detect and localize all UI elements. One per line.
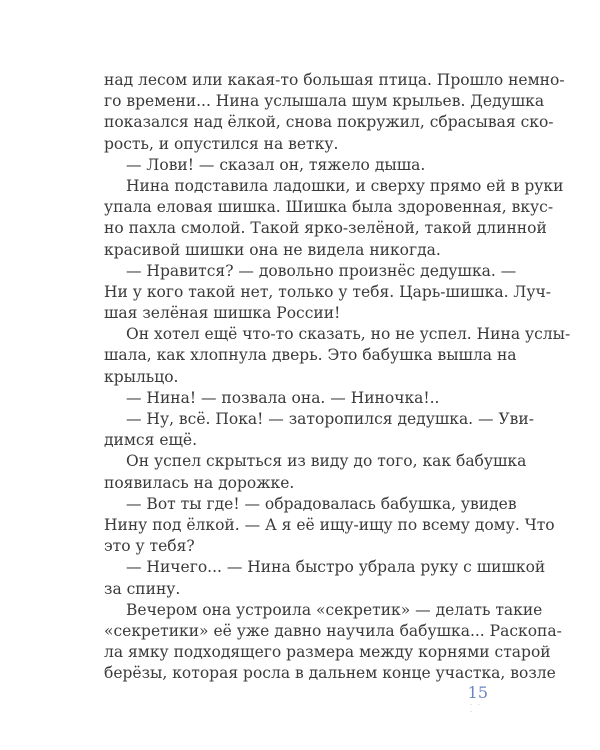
text-line: Вечером она устроила «секретик» — делать такие	[126, 600, 543, 619]
text-line: — Лови! — сказал он, тяжело дыша.	[126, 155, 426, 174]
text-line: «секретики» её уже давно научила бабушка... Раскопа-	[104, 621, 562, 640]
text-line: Ни у кого такой нет, только у тебя. Царь-шишка. Луч-	[104, 282, 551, 301]
text-line: Он успел скрыться из виду до того, как бабушка	[126, 452, 527, 471]
text-line: за спину.	[104, 579, 181, 598]
text-line: Нина подставила ладошки, и сверху прямо ей в руки	[126, 176, 564, 195]
text-line: упала еловая шишка. Шишка была здоровенная, вкус-	[104, 198, 554, 217]
text-line: над лесом или какая-то большая птица. Прошло немно-	[104, 71, 565, 89]
text-line: димся ещё.	[104, 431, 197, 450]
text-line: красивой шишки она не видела никогда.	[104, 240, 441, 259]
text-line: но пахла смолой. Такой ярко-зелёной, такой длинной	[104, 219, 547, 238]
text-line: — Ничего... — Нина быстро убрала руку с шишкой	[126, 558, 546, 577]
text-line: показался над ёлкой, снова покружил, сбрасывая ско-	[104, 113, 554, 132]
text-line: Он хотел ещё что-то сказать, но не успел. Нина услы-	[126, 325, 571, 344]
text-line: рость, и опустился на ветку.	[104, 134, 339, 153]
text-line: — Нравится? — довольно произнёс дедушка. —	[126, 261, 517, 280]
text-line: — Ну, всё. Пока! — заторопился дедушка. — Уви-	[126, 410, 534, 428]
corner-mark: · · ·	[470, 702, 482, 716]
text-line: Нину под ёлкой. — А я её ищу-ищу по всему дому. Что	[104, 515, 555, 534]
text-line: шая зелёная шишка России!	[104, 304, 341, 323]
text-line: го времени... Нина услышала шум крыльев. Дедушка	[104, 92, 545, 111]
text-line: ла ямку подходящего размера между корнями старой	[104, 643, 551, 662]
text-line: — Нина! — позвала она. — Ниночка!..	[126, 388, 440, 407]
text-line: это у тебя?	[104, 537, 195, 556]
text-line: — Вот ты где! — обрадовалась бабушка, увидев	[126, 494, 517, 513]
text-line: берёзы, которая росла в дальнем конце участка, возле	[104, 664, 556, 683]
text-line: шала, как хлопнула дверь. Это бабушка вышла на	[104, 346, 517, 365]
text-line: появилась на дорожке.	[104, 473, 295, 492]
body-text	[104, 70, 571, 684]
page-number: 15	[467, 683, 488, 702]
text-line: крыльцо.	[104, 367, 179, 386]
